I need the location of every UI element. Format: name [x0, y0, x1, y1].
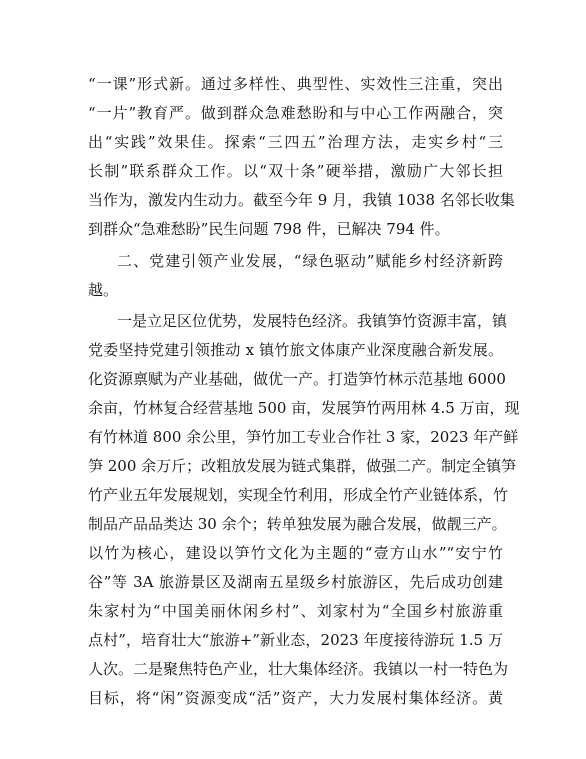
body-text-line: 化资源禀赋为产业基础，做优一产。打造笋竹林示范基地 6000 [88, 370, 506, 388]
body-text-line: 人次。二是聚焦特色产业，壮大集体经济。我镇以一村一特色为 [88, 660, 509, 678]
body-text-line: 当作为，激发内生动力。截至今年 9 月，我镇 1038 名邻长收集 [88, 191, 515, 209]
section-heading: 越。 [88, 281, 119, 299]
body-text-line: 余亩，竹林复合经营基地 500 亩，发展笋竹两用林 4.5 万亩，现 [88, 399, 520, 417]
body-text-line: 笋 200 余万斤；改粗放发展为链式集群，做强二产。制定全镇笋 [88, 457, 517, 475]
body-text-line: 目标，将“闲”资源变成“活”资产，大力发展村集体经济。黄 [88, 689, 503, 707]
body-text-line: 一是立足区位优势，发展特色经济。我镇笋竹资源丰富，镇 [117, 312, 508, 330]
body-text-line: 谷”等 3A 旅游景区及湖南五星级乡村旅游区，先后成功创建 [88, 573, 503, 591]
body-text-line: “一片”教育严。做到群众急难愁盼和与中心工作两融合，突 [88, 104, 503, 122]
body-text-line: 党委坚持党建引领推动 x 镇竹旅文体康产业深度融合新发展。 [88, 341, 503, 359]
body-text-line: “一课”形式新。通过多样性、典型性、实效性三注重，突出 [88, 75, 503, 93]
body-text-line: 朱家村为“中国美丽休闲乡村”、刘家村为“全国乡村旅游重 [88, 602, 503, 620]
body-text-line: 有竹林道 800 余公里，笋竹加工专业合作社 3 家，2023 年产鲜 [88, 428, 519, 446]
body-text-line: 以竹为核心，建设以笋竹文化为主题的“壹方山水”“安宁竹 [88, 544, 503, 562]
body-text-line: 制品产品品类达 30 余个；转单独发展为融合发展，做靓三产。 [88, 515, 507, 533]
body-text-line: 出“实践”效果佳。探索“三四五”治理方法，走实乡村“三 [88, 133, 503, 151]
section-heading: 二、党建引领产业发展，“绿色驱动”赋能乡村经济新跨 [117, 252, 503, 270]
body-text-line: 点村”，培育壮大“旅游+”新业态，2023 年度接待游玩 1.5 万 [88, 631, 503, 649]
body-text-line: 长制”联系群众工作。以“双十条”硬举措，激励广大邻长担 [88, 162, 503, 180]
body-text-line: 竹产业五年发展规划，实现全竹利用，形成全竹产业链体系，竹 [88, 486, 509, 504]
body-text-line: 到群众“急难愁盼”民生问题 798 件，已解决 794 件。 [88, 220, 450, 238]
